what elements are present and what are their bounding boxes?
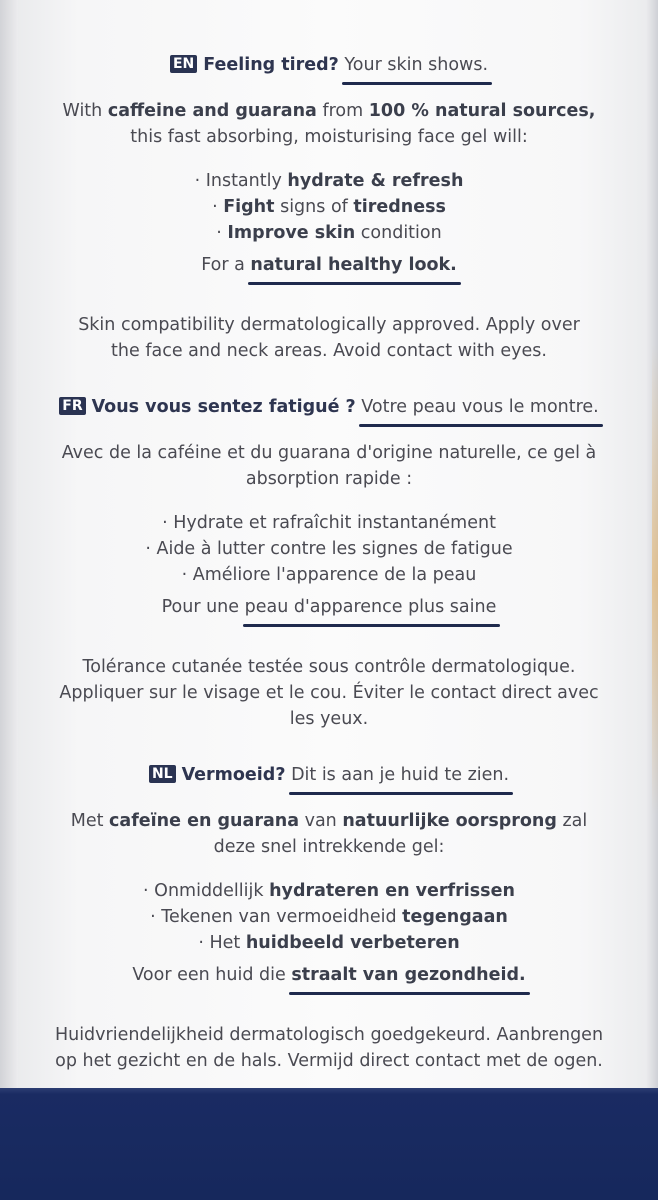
en-bullet-3-pre: · (216, 223, 228, 243)
nl-bullet-2-bold: tegengaan (402, 907, 508, 927)
fr-tagline-pre: Pour une (161, 597, 245, 617)
nl-intro-text-3: zal deze snel intrekkende gel: (213, 811, 588, 857)
en-heading (30, 52, 628, 78)
nl-bullet-3-pre: · Het (198, 933, 246, 953)
nl-tagline-pre: Voor een huid die (132, 965, 292, 985)
fr-heading (30, 394, 628, 420)
nl-tagline (30, 962, 628, 988)
en-bullet-3-post: condition (355, 223, 442, 243)
nl-bullet-2-pre: · Tekenen van vermoeidheid (150, 907, 403, 927)
en-bullet-2-pre: · (212, 197, 224, 217)
fr-bullet-list (30, 510, 628, 588)
en-intro-text-3: this fast absorbing, moisturising face gel will: (130, 127, 528, 147)
en-bullet-1-pre: · Instantly (194, 171, 288, 191)
fr-tagline (30, 594, 628, 620)
footer-band-sheen (0, 1088, 658, 1094)
nl-intro-bold-2: natuurlijke oorsprong (342, 811, 557, 831)
package-side-accent (652, 345, 658, 815)
en-bullet-1-bold: hydrate & refresh (287, 171, 464, 191)
fr-language-badge: FR (59, 397, 85, 415)
label-text-area (30, 52, 628, 1126)
nl-heading-underlined: Dit is aan je huid te zien. (291, 762, 509, 788)
en-intro-bold-1: caffeine and guarana (107, 101, 317, 121)
en-intro-bold-2: 100 % natural sources, (368, 101, 596, 121)
en-bullet-2-bold2: tiredness (353, 197, 446, 217)
nl-language-badge: NL (149, 765, 176, 783)
fr-tagline-underlined: peau d'apparence plus saine (245, 594, 497, 620)
en-intro-text-2: from (316, 101, 369, 121)
nl-heading-strong: Vermoeid? (181, 765, 286, 785)
en-intro (30, 98, 628, 150)
nl-intro-text-1: Met (70, 811, 110, 831)
nl-bullet-2 (30, 904, 628, 930)
en-bullet-2-post: signs of (274, 197, 354, 217)
en-bullet-list (30, 168, 628, 246)
fr-bullet-3: · Améliore l'apparence de la peau (181, 565, 477, 585)
fr-disclaimer (30, 654, 628, 732)
nl-bullet-3-bold: huidbeeld verbeteren (245, 933, 460, 953)
en-tagline-pre: For a (201, 255, 251, 275)
en-heading-underlined: Your skin shows. (344, 52, 488, 78)
nl-intro-bold-1: cafeïne en guarana (109, 811, 300, 831)
nl-bullet-1-pre: · Onmiddellijk (143, 881, 270, 901)
fr-heading-strong: Vous vous sentez fatigué ? (91, 397, 356, 417)
nl-disclaimer-text: Huidvriendelijkheid dermatologisch goedgekeurd. Aanbrengen op het gezicht en de hals. Vermijd direct contact met de ogen. (54, 1025, 604, 1071)
fr-heading-underlined: Votre peau vous le montre. (361, 394, 598, 420)
nl-intro-text-2: van (299, 811, 343, 831)
en-disclaimer (30, 312, 628, 364)
fr-bullet-2: · Aide à lutter contre les signes de fatigue (145, 539, 513, 559)
en-bullet-2-bold: Fight (223, 197, 275, 217)
navy-footer-band (0, 1088, 658, 1200)
fr-intro-text: Avec de la caféine et du guarana d'origine naturelle, ce gel à absorption rapide : (61, 443, 597, 489)
nl-tagline-bold: straalt van gezondheid. (291, 962, 525, 988)
nl-disclaimer (30, 1022, 628, 1074)
en-disclaimer-text: Skin compatibility dermatologically approved. Apply over the face and neck areas. Avoid contact with eyes. (78, 315, 580, 361)
en-language-badge: EN (170, 55, 197, 73)
nl-intro-paragraph (30, 808, 628, 860)
nl-heading (30, 762, 628, 788)
nl-bullet-list (30, 878, 628, 956)
fr-bullet-1: · Hydrate et rafraîchit instantanément (162, 513, 496, 533)
en-bullet-3-bold: Improve skin (227, 223, 356, 243)
en-tagline-bold: natural healthy look. (250, 252, 456, 278)
fr-intro (30, 440, 628, 492)
en-bullet-2 (30, 194, 628, 220)
en-heading-strong: Feeling tired? (203, 55, 339, 75)
nl-bullet-1 (30, 878, 628, 904)
nl-bullet-1-bold: hydrateren en verfrissen (269, 881, 515, 901)
nl-intro (30, 808, 628, 860)
en-bullet-3 (30, 220, 628, 246)
en-bullet-1 (30, 168, 628, 194)
en-intro-text-1: With (62, 101, 108, 121)
package-left-edge (0, 0, 18, 1200)
nl-bullet-3 (30, 930, 628, 956)
fr-disclaimer-text: Tolérance cutanée testée sous contrôle dermatologique. Appliquer sur le visage et le cou. Éviter le contact direct avec les yeux. (59, 657, 599, 729)
en-tagline (30, 252, 628, 278)
